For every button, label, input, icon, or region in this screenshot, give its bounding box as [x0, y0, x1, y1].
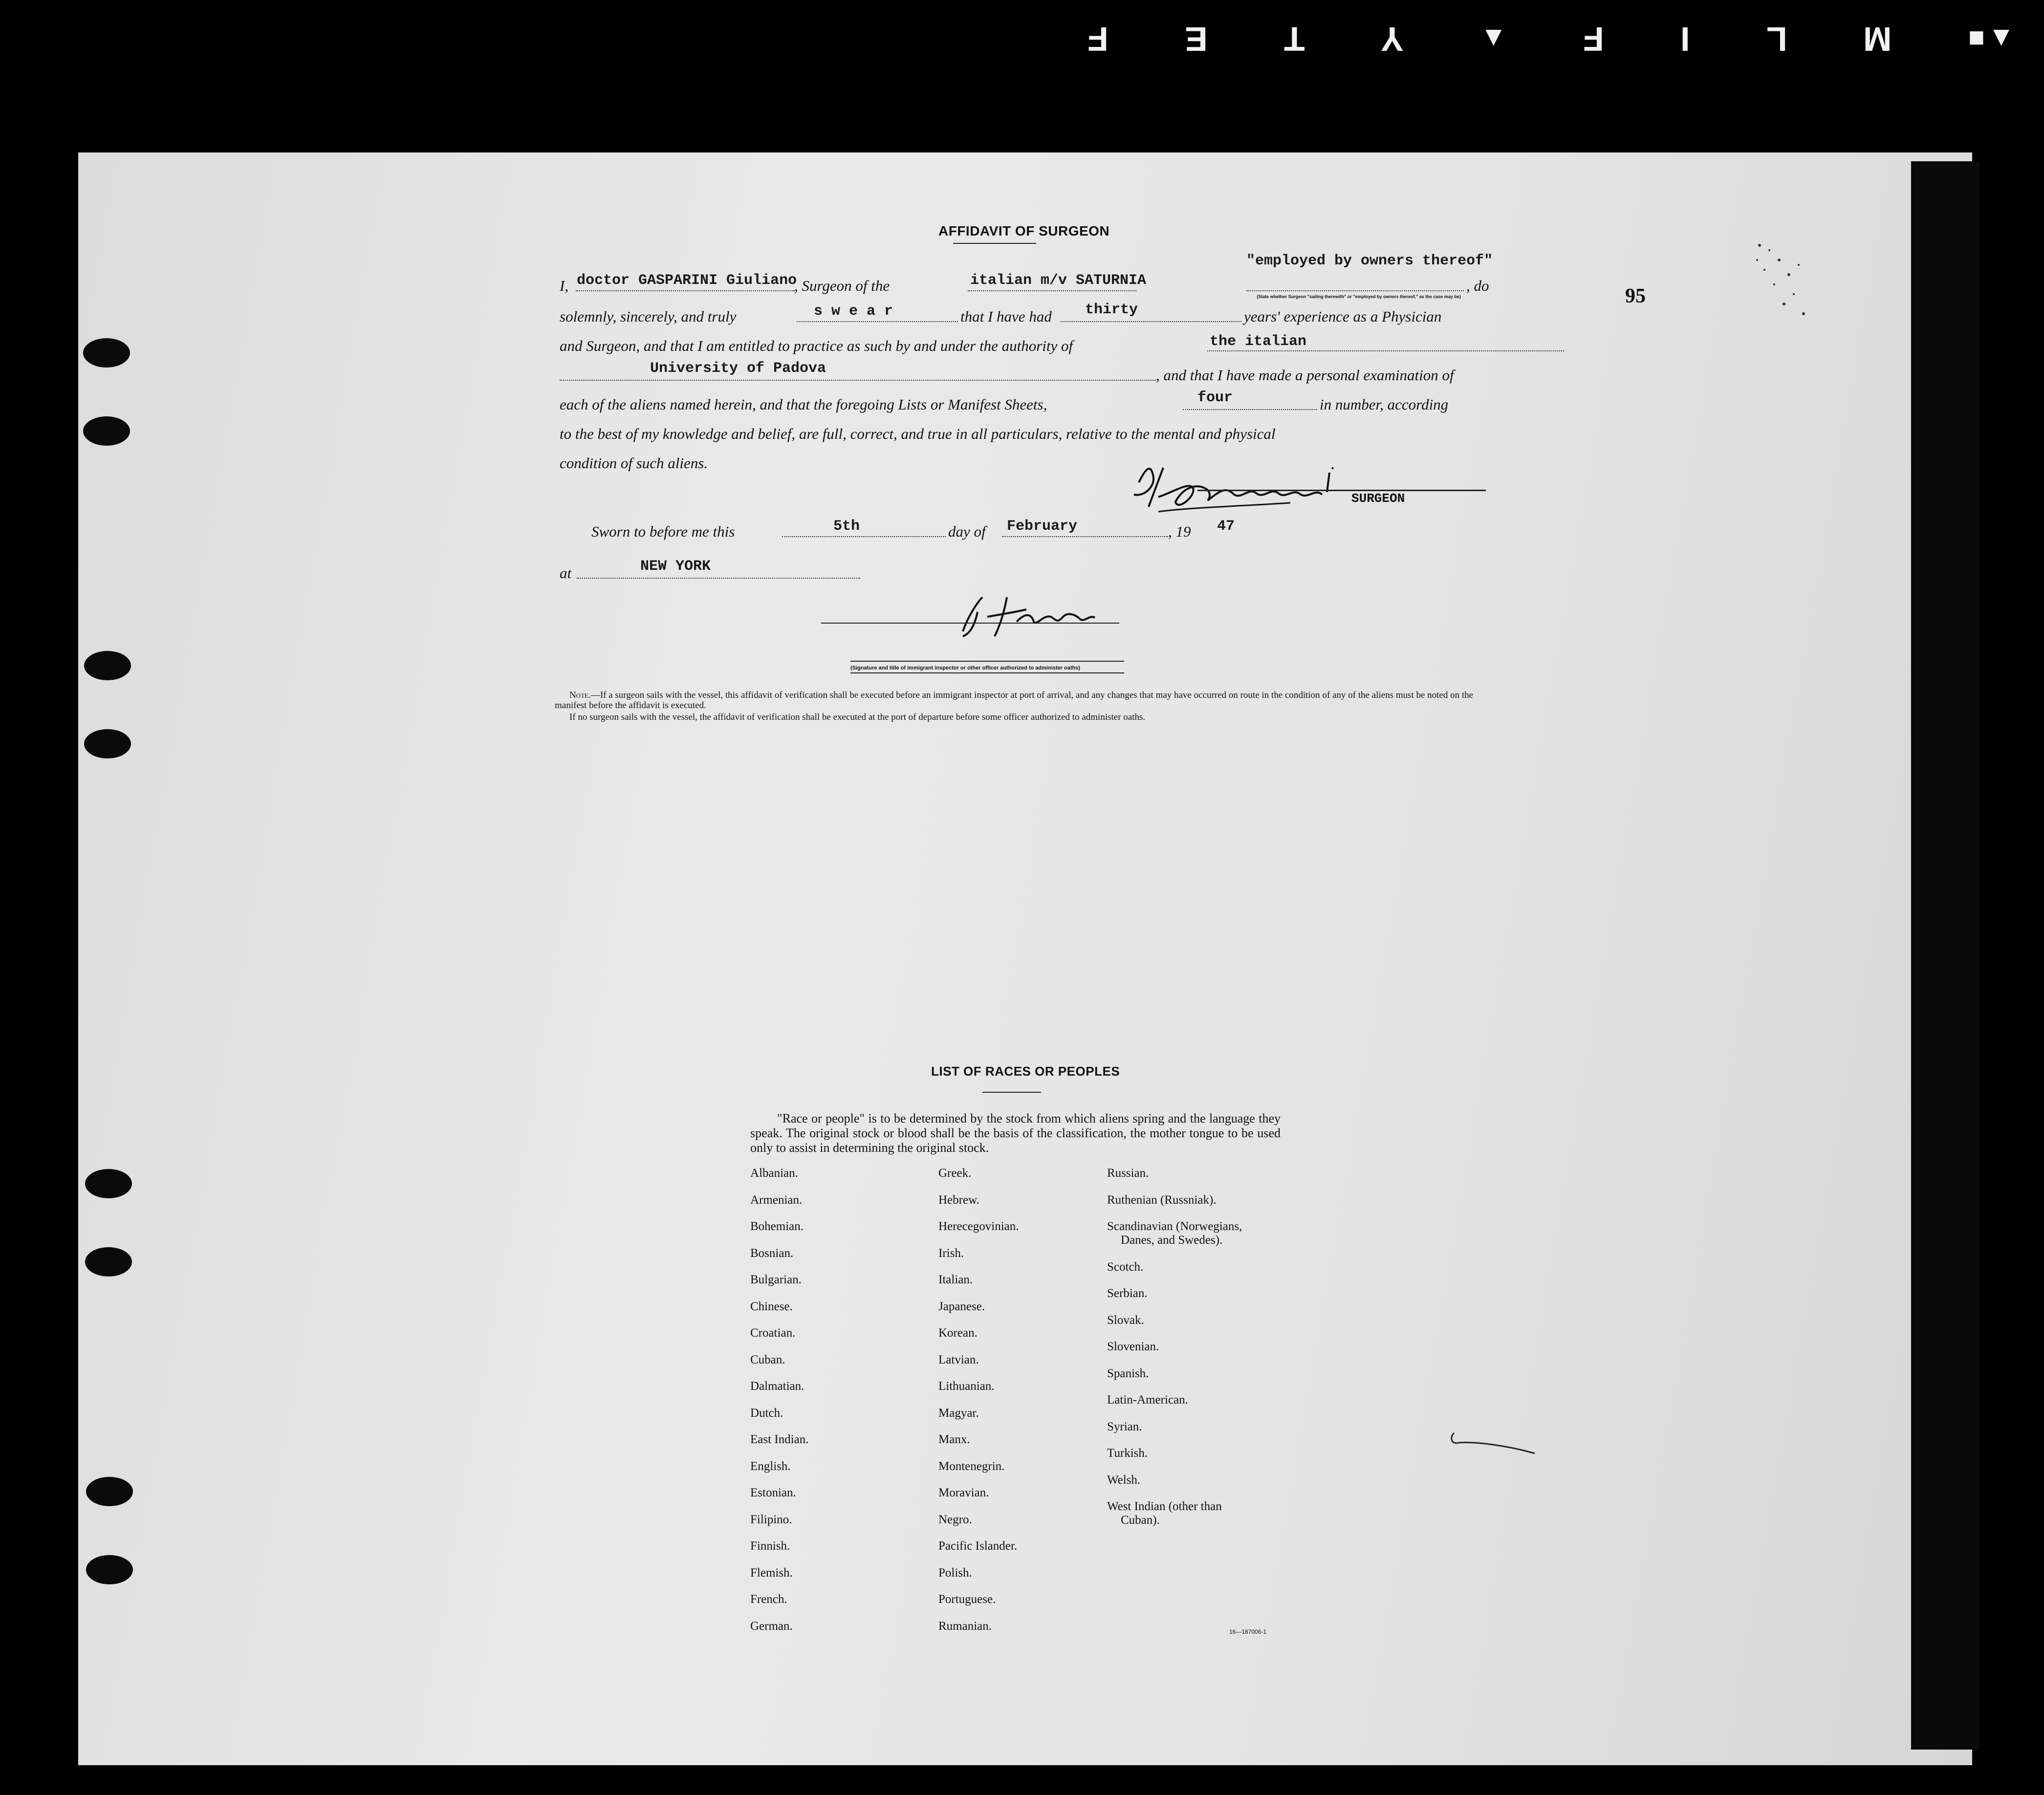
surgeon-signature	[1129, 453, 1383, 521]
races-title-rule	[982, 1092, 1041, 1093]
official-caption-rule-2	[850, 672, 1124, 673]
affidavit-title: AFFIDAVIT OF SURGEON	[938, 223, 1110, 238]
employment-status: "employed by owners thereof"	[1246, 253, 1493, 269]
pen-mark	[1447, 1423, 1544, 1457]
race-item: Cuban.	[750, 1353, 785, 1366]
film-letter-f2: F	[1580, 20, 1605, 58]
employment-line	[1246, 290, 1464, 291]
race-item: Dutch.	[750, 1406, 783, 1420]
punch-hole	[83, 338, 130, 368]
race-item: German.	[750, 1619, 793, 1633]
race-item: Pacific Islander.	[938, 1539, 1018, 1553]
authority-2: University of Padova	[650, 360, 826, 377]
note-paragraph-1	[555, 690, 1498, 711]
document-page	[78, 152, 1972, 1765]
race-item: Italian.	[938, 1273, 973, 1286]
punch-hole	[85, 1247, 132, 1276]
race-item: Dalmatian.	[750, 1380, 805, 1393]
race-item: Latvian.	[938, 1353, 979, 1366]
race-item: English.	[750, 1459, 791, 1473]
race-item: Albanian.	[750, 1167, 798, 1180]
race-item: Syrian.	[1107, 1420, 1142, 1433]
punch-hole	[84, 651, 131, 680]
races-column-2	[938, 1167, 1019, 1646]
punch-hole	[83, 416, 130, 446]
best-knowledge-text: to the best of my knowledge and belief, are full, correct, and true in all particulars, relative to the mental and physical	[560, 425, 1276, 442]
race-item: Spanish.	[1107, 1366, 1149, 1380]
race-item: Welsh.	[1107, 1473, 1141, 1487]
race-item: Greek.	[938, 1167, 972, 1180]
surgeon-name: doctor GASPARINI Giuliano	[577, 272, 797, 289]
surgeon-label: SURGEON	[1351, 491, 1405, 506]
sworn-day: 5th	[833, 518, 860, 535]
note-paragraph-2: If no surgeon sails with the vessel, the affidavit of verification shall be executed at the port of departure before some officer authorized to administer oaths.	[569, 712, 1146, 722]
race-item: Estonian.	[750, 1486, 796, 1499]
day-of-text: day of	[948, 523, 986, 540]
race-item: Portuguese.	[938, 1593, 996, 1606]
race-item: Lithuanian.	[938, 1380, 995, 1393]
surgeon-signature-line	[1197, 490, 1486, 491]
race-item: Scandinavian (Norwegians,	[1107, 1220, 1242, 1233]
film-letter-e: E	[1181, 20, 1208, 58]
years-line	[1061, 321, 1241, 322]
race-item: Montenegrin.	[938, 1459, 1005, 1473]
authority-2-line	[560, 380, 1156, 381]
film-letter-l: L	[1763, 20, 1787, 58]
race-item: Bosnian.	[750, 1246, 794, 1260]
in-number-text: in number, according	[1320, 396, 1449, 413]
race-item: Armenian.	[750, 1193, 803, 1207]
race-item: Polish.	[938, 1566, 972, 1579]
years-text: years' experience as a Physician	[1244, 308, 1442, 325]
race-item: Bohemian.	[750, 1220, 804, 1233]
i-label: I,	[560, 277, 569, 294]
year-suffix: 47	[1217, 518, 1235, 535]
film-letter-i: I	[1677, 20, 1690, 58]
race-item: Latin-American.	[1107, 1393, 1188, 1406]
race-item: East Indian.	[750, 1433, 809, 1446]
races-column-3	[1107, 1167, 1242, 1527]
film-letter-m: M	[1860, 20, 1892, 58]
solemnly-text: solemnly, sincerely, and truly	[560, 308, 737, 325]
race-item: Slovenian.	[1107, 1340, 1159, 1353]
race-item: Rumanian.	[938, 1619, 992, 1633]
oath-type: s w e a r	[814, 303, 893, 320]
race-item: Magyar.	[938, 1406, 979, 1420]
year-prefix: , 19	[1168, 523, 1191, 540]
sworn-month: February	[1007, 518, 1078, 535]
official-signature	[948, 587, 1124, 641]
surgeon-name-line	[576, 290, 795, 291]
authority: the italian	[1210, 333, 1307, 350]
race-item: Manx.	[938, 1433, 970, 1446]
oath-line	[797, 321, 958, 322]
page-edge-shadow	[1911, 161, 1979, 1750]
place: NEW YORK	[640, 558, 711, 575]
punch-hole	[85, 1169, 132, 1198]
examination-text: , and that I have made a personal examination of	[1156, 367, 1454, 384]
race-item: Slovak.	[1107, 1313, 1144, 1327]
race-item-continued: Cuban).	[1121, 1514, 1160, 1527]
race-item: Herecegovinian.	[938, 1220, 1019, 1233]
punch-hole	[86, 1555, 133, 1584]
state-note: (State whether Surgeon "sailing therewith" or "employed by owners thereof," as the case may be)	[1257, 294, 1461, 299]
race-item: Croatian.	[750, 1326, 796, 1340]
note-label: Note.	[569, 690, 591, 700]
race-item: West Indian (other than	[1107, 1500, 1222, 1513]
race-item: Russian.	[1107, 1167, 1149, 1180]
race-item-continued: Danes, and Swedes).	[1121, 1233, 1223, 1247]
vessel-name: italian m/v SATURNIA	[970, 272, 1147, 289]
race-item: Negro.	[938, 1513, 972, 1526]
do-text: , do	[1466, 277, 1489, 294]
sheet-count: four	[1197, 389, 1233, 406]
sworn-month-line	[1002, 536, 1168, 537]
surgeon-of-text: , Surgeon of the	[794, 277, 890, 294]
race-item: Turkish.	[1107, 1447, 1148, 1460]
film-letter-t: T	[1281, 20, 1305, 58]
film-strip-label	[1085, 10, 2015, 68]
races-column-1	[750, 1167, 808, 1646]
film-letter-y: Y	[1378, 20, 1404, 58]
entitled-text: and Surgeon, and that I am entitled to practice as such by and under the authority of	[560, 337, 1073, 354]
official-caption-rule	[850, 661, 1124, 662]
years-experience: thirty	[1085, 302, 1138, 318]
film-triangle-icon: ▲	[1477, 23, 1507, 55]
punch-hole	[84, 729, 131, 758]
vessel-line	[968, 290, 1136, 291]
race-item: Irish.	[938, 1246, 964, 1260]
race-item: Bulgarian.	[750, 1273, 802, 1286]
stamp-mark-icon	[1750, 236, 1818, 324]
race-item: Korean.	[938, 1326, 978, 1340]
sworn-day-line	[782, 536, 946, 537]
at-label: at	[560, 564, 572, 582]
form-number: 16—187006-1	[1229, 1628, 1267, 1635]
race-item: Ruthenian (Russniak).	[1107, 1193, 1217, 1207]
official-signature-line	[821, 623, 1119, 624]
race-item: French.	[750, 1593, 787, 1606]
condition-text: condition of such aliens.	[560, 454, 708, 472]
page-number: 95	[1625, 285, 1646, 307]
race-item: Hebrew.	[938, 1193, 979, 1207]
film-letter-f: F	[1085, 20, 1109, 58]
place-line	[577, 578, 860, 579]
races-intro: "Race or people" is to be determined by the stock from which aliens spring and the language they speak. The original stock or blood shall be the basis of the classification, the mother tongue to be used only to assist in determining the original stock.	[750, 1111, 1281, 1155]
sheet-count-line	[1183, 409, 1317, 410]
title-rule	[953, 243, 1036, 244]
race-item: Finnish.	[750, 1539, 790, 1553]
race-item: Filipino.	[750, 1513, 792, 1526]
race-item: Serbian.	[1107, 1287, 1148, 1300]
foregoing-text: each of the aliens named herein, and that the foregoing Lists or Manifest Sheets,	[560, 396, 1047, 413]
authority-line	[1207, 350, 1564, 351]
note-text-1: —If a surgeon sails with the vessel, this affidavit of verification shall be executed before an immigrant inspector at port of arrival, and any changes that may have occurred on route in the condition of any of the aliens must be noted on the manifest before the affidavit is executed.	[555, 690, 1474, 711]
race-item: Moravian.	[938, 1486, 989, 1499]
race-item: Chinese.	[750, 1299, 793, 1313]
race-item: Flemish.	[750, 1566, 793, 1579]
have-had-text: that I have had	[960, 308, 1052, 325]
film-end-icon: ▲■	[1965, 23, 2015, 55]
punch-hole	[86, 1477, 133, 1506]
official-caption: (Signature and title of immigrant inspector or other officer authorized to administer oaths)	[850, 665, 1080, 671]
race-item: Scotch.	[1107, 1260, 1144, 1274]
races-title: LIST OF RACES OR PEOPLES	[931, 1064, 1120, 1079]
race-item: Japanese.	[938, 1299, 985, 1313]
sworn-text: Sworn to before me this	[591, 523, 735, 540]
